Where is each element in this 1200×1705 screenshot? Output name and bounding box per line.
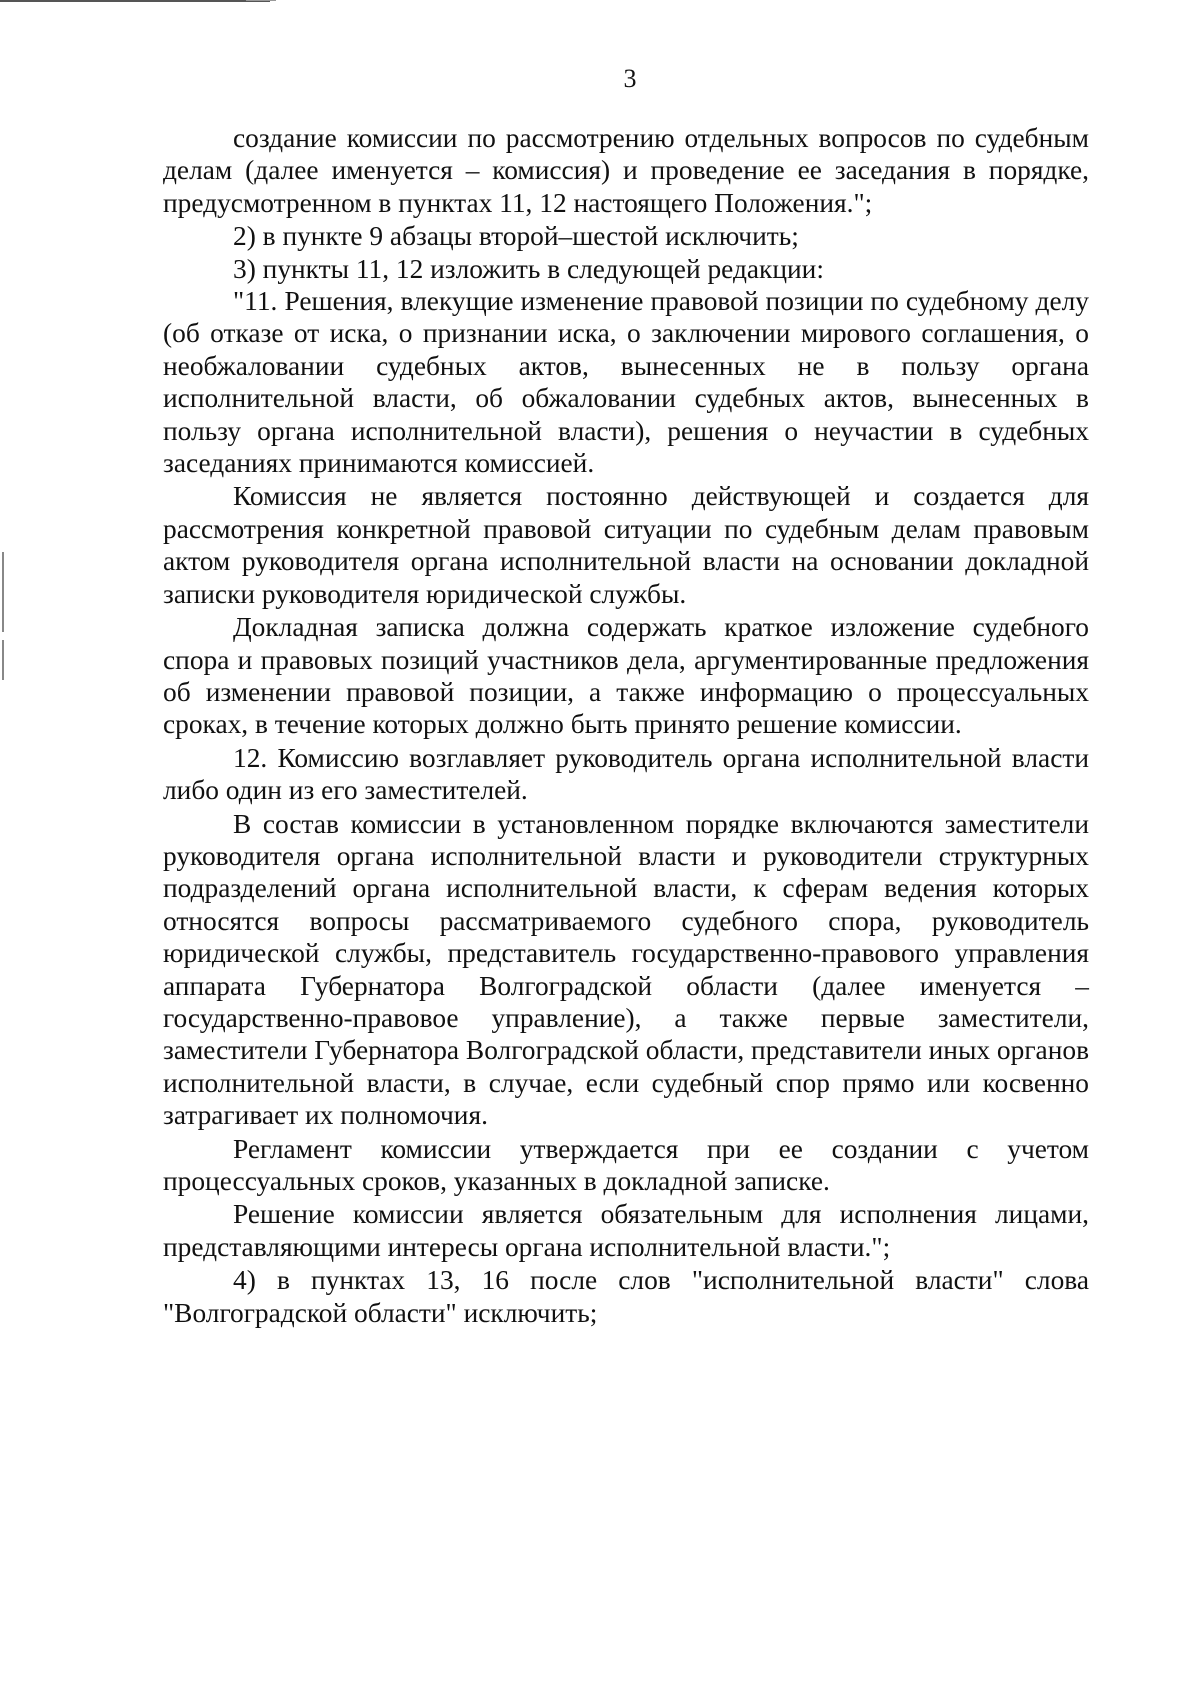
paragraph-commission-regulations: Регламент комиссии утверждается при ее создании с учетом процессуальных сроков, указанных в докладной записке.	[163, 1133, 1089, 1196]
document-body	[163, 122, 1089, 1329]
paragraph-item-2: 2) в пункте 9 абзацы второй–шестой исключить;	[233, 221, 799, 252]
paragraph-commission-composition: В состав комиссии в установленном порядке включаются заместители руководителя органа исполнительной власти и руководители структурных подразделений органа исполнительной власти, к сферам ведения которых относятся вопросы рассматриваемого судебного спора, руководитель юридической службы, представитель государственно-правового управления аппарата Губернатора Волгоградской области (далее именуется – государственно-правовое управление), а также первые заместители, заместители Губернатора Волгоградской области, представители иных органов исполнительной власти, в случае, если судебный спор прямо или косвенно затрагивает их полномочия.	[163, 808, 1089, 1131]
paragraph-point-11: "11. Решения, влекущие изменение правовой позиции по судебному делу (об отказе от иска, о признании иска, о заключении мирового соглашения, о необжаловании судебных актов, вынесенных не в пользу органа исполнительной власти, об обжаловании судебных актов, вынесенных в пользу органа исполнительной власти), решения о неучастии в судебных заседаниях принимаются комиссией.	[163, 286, 1089, 479]
paragraph-point-12: 12. Комиссию возглавляет руководитель органа исполнительной власти либо один из его заместителей.	[163, 742, 1089, 806]
paragraph-item-3: 3) пункты 11, 12 изложить в следующей редакции:	[233, 253, 824, 284]
paragraph-memo-content: Докладная записка должна содержать краткое изложение судебного спора и правовых позиций участников дела, аргументированные предложения об изменении правовой позиции, а также информацию о процессуальных сроках, в течение которых должно быть принято решение комиссии.	[163, 612, 1089, 740]
scan-margin-mark	[2, 640, 4, 680]
paragraph-commission-creation: создание комиссии по рассмотрению отдельных вопросов по судебным делам (далее именуется – комиссия) и проведение ее заседания в порядке, предусмотренном в пунктах 11, 12 настоящего Положения.";	[163, 123, 1089, 218]
scan-edge-line	[0, 0, 270, 2]
paragraph-commission-decision: Решение комиссии является обязательным для исполнения лицами, представляющими интересы органа исполнительной власти.";	[163, 1199, 1089, 1262]
page-number: 3	[623, 64, 637, 93]
scan-margin-mark	[2, 552, 4, 632]
paragraph-commission-not-permanent: Комиссия не является постоянно действующей и создается для рассмотрения конкретной правовой ситуации по судебным делам правовым актом руководителя органа исполнительной власти на основании докладной записки руководителя юридической службы.	[163, 481, 1089, 609]
scan-edge-line-short	[246, 0, 276, 1]
paragraph-item-4: 4) в пунктах 13, 16 после слов "исполнительной власти" слова "Волгоградской области" исключить;	[163, 1265, 1089, 1328]
